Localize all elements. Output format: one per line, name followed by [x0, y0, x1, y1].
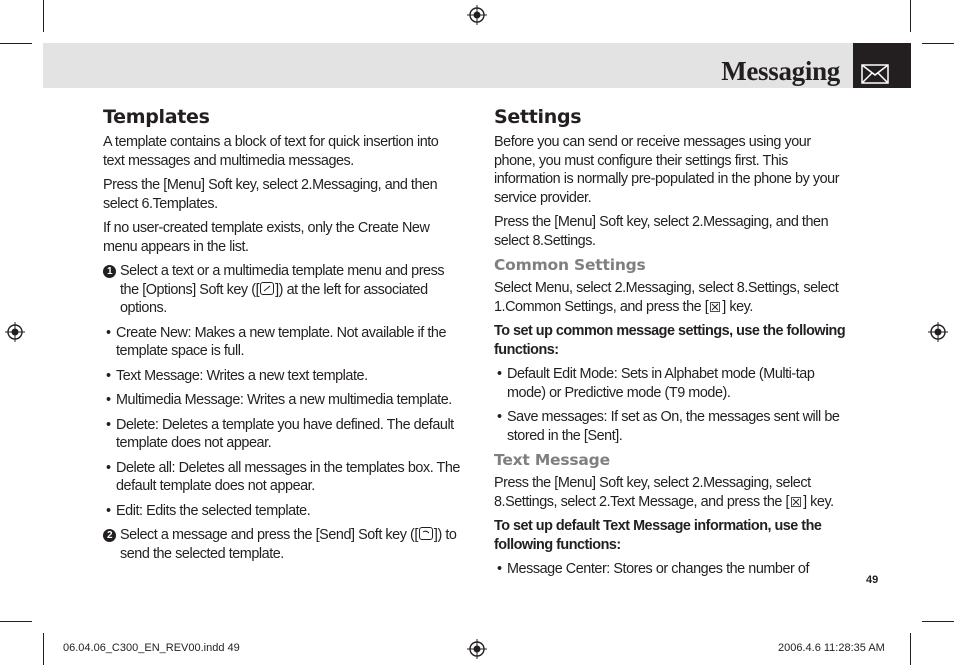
- list-item: • Delete: Deletes a template you have defined. The default template does not appear.: [103, 416, 463, 453]
- step-text: Select a text or a multimedia template menu and press the [Options] Soft key ([: [120, 263, 445, 298]
- paragraph: A template contains a block of text for quick insertion into text messages and multimedia messages.: [103, 134, 439, 169]
- step-text: ]) at the left for associated options.: [120, 281, 428, 316]
- paragraph-text: ] key.: [722, 298, 753, 315]
- registration-mark-icon: [467, 5, 487, 25]
- step-1: [103, 262, 463, 318]
- paragraph: Before you can send or receive messages using your phone, you must configure their settings first. This information is normally pre-populated in the phone by your service provider.: [494, 134, 840, 206]
- crop-mark: [43, 0, 44, 32]
- settings-column: [494, 106, 850, 585]
- header-icon-box: [853, 43, 911, 88]
- registration-mark-icon: [928, 322, 948, 342]
- list-item: • Edit: Edits the selected template.: [103, 502, 463, 521]
- list-item: • Multimedia Message: Writes a new multimedia template.: [103, 391, 463, 410]
- ok-key-icon: [709, 301, 721, 312]
- crop-mark: [0, 621, 32, 622]
- list-item: • Create New: Makes a new template. Not available if the template space is full.: [103, 324, 463, 361]
- instruction-bold: To set up common message settings, use the following functions:: [494, 323, 846, 358]
- list-item: • Save messages: If set as On, the messages sent will be stored in the [Sent].: [494, 408, 850, 445]
- envelope-icon: [861, 64, 889, 84]
- paragraph: [494, 474, 850, 511]
- paragraph-text: ] key.: [803, 493, 834, 510]
- instruction-bold: To set up default Text Message information, use the following functions:: [494, 518, 822, 553]
- step-text: ]) to send the selected template.: [120, 527, 457, 562]
- crop-mark: [910, 0, 911, 32]
- crop-mark: [922, 43, 954, 44]
- list-item: • Text Message: Writes a new text template.: [103, 367, 463, 386]
- send-key-icon: [419, 527, 433, 540]
- page-title: Messaging: [721, 56, 840, 86]
- ok-key-icon: [790, 496, 802, 507]
- list-item: • Delete all: Deletes all messages in the templates box. The default template does not appear.: [103, 459, 463, 496]
- step-text: Select a message and press the [Send] Soft key ([: [120, 527, 418, 543]
- section-heading-settings: Settings: [494, 106, 582, 128]
- crop-mark: [910, 633, 911, 665]
- paragraph: [494, 279, 850, 316]
- crop-mark: [922, 621, 954, 622]
- step-number-badge: 1: [103, 265, 116, 278]
- left-soft-key-icon: [260, 282, 274, 295]
- registration-mark-icon: [467, 639, 487, 659]
- crop-mark: [0, 43, 32, 44]
- list-item: • Default Edit Mode: Sets in Alphabet mode (Multi-tap mode) or Predictive mode (T9 mode).: [494, 365, 850, 402]
- footer-timestamp: 2006.4.6 11:28:35 AM: [778, 642, 885, 654]
- paragraph-text: Press the [Menu] Soft key, select 2.Messaging, select 8.Settings, select 2.Text Message, and press the [: [494, 475, 811, 510]
- paragraph: If no user-created template exists, only the Create New menu appears in the list.: [103, 220, 430, 255]
- paragraph-text: Select Menu, select 2.Messaging, select 8.Settings, select 1.Common Settings, and press the [: [494, 280, 839, 315]
- step-number-badge: 2: [103, 529, 116, 542]
- step-2: [103, 526, 463, 563]
- page-number: 49: [866, 574, 879, 586]
- paragraph: Press the [Menu] Soft key, select 2.Messaging, and then select 6.Templates.: [103, 177, 438, 212]
- section-heading-templates: Templates: [103, 106, 210, 128]
- templates-column: [103, 106, 463, 569]
- list-item: • Message Center: Stores or changes the number of: [494, 560, 850, 579]
- paragraph: Press the [Menu] Soft key, select 2.Messaging, and then select 8.Settings.: [494, 214, 829, 249]
- registration-mark-icon: [5, 322, 25, 342]
- footer-file-info: 06.04.06_C300_EN_REV00.indd 49: [63, 642, 240, 654]
- crop-mark: [43, 633, 44, 665]
- subheading-common-settings: Common Settings: [494, 256, 646, 274]
- subheading-text-message: Text Message: [494, 451, 610, 469]
